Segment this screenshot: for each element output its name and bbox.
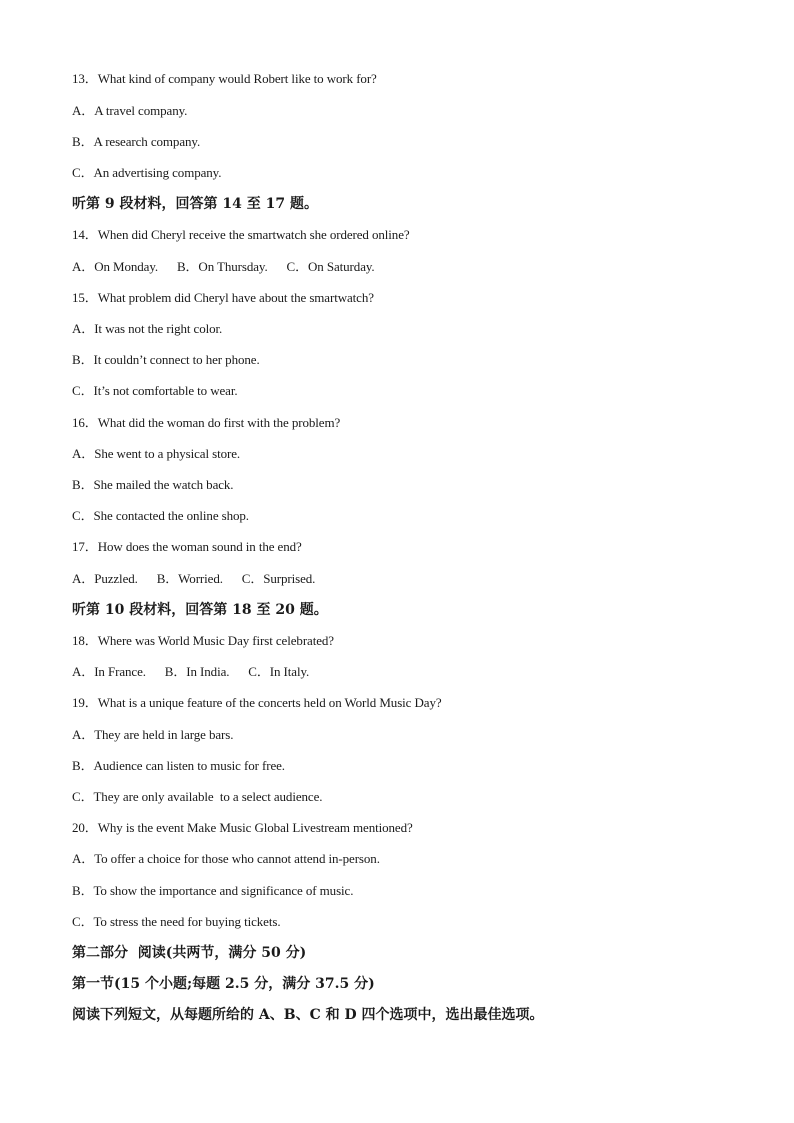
option-20b: B．To show the importance and significance of music. — [72, 883, 354, 898]
options-14: A．On Monday. B．On Thursday. C．On Saturday. — [72, 259, 375, 274]
question-15: 15．What problem did Cheryl have about the smartwatch? — [72, 290, 374, 305]
section-heading-passage-10: 听第 10 段材料，回答第 18 至 20 题。 — [72, 602, 328, 618]
option-13c: C．An advertising company. — [72, 165, 222, 180]
question-14: 14．When did Cheryl receive the smartwatch she ordered online? — [72, 227, 410, 242]
section-heading-passage-9: 听第 9 段材料，回答第 14 至 17 题。 — [72, 196, 318, 212]
option-19c: C．They are only available to a select audience. — [72, 789, 323, 804]
option-20a: A．To offer a choice for those who cannot attend in-person. — [72, 851, 380, 866]
question-19: 19．What is a unique feature of the concerts held on World Music Day? — [72, 695, 442, 710]
part-two-heading: 第二部分 阅读(共两节，满分 50 分) — [72, 945, 307, 961]
option-15b: B．It couldn’t connect to her phone. — [72, 352, 260, 367]
question-13: 13．What kind of company would Robert like to work for? — [72, 71, 377, 86]
option-16c: C．She contacted the online shop. — [72, 508, 249, 523]
option-13a: A．A travel company. — [72, 103, 188, 118]
option-19b: B．Audience can listen to music for free. — [72, 758, 285, 773]
option-20c: C．To stress the need for buying tickets. — [72, 914, 281, 929]
question-20: 20．Why is the event Make Music Global Livestream mentioned? — [72, 820, 413, 835]
reading-instructions: 阅读下列短文，从每题所给的 A、B、C 和 D 四个选项中，选出最佳选项。 — [72, 1007, 544, 1023]
question-16: 16．What did the woman do first with the problem? — [72, 415, 341, 430]
question-17: 17．How does the woman sound in the end? — [72, 539, 302, 554]
option-16b: B．She mailed the watch back. — [72, 477, 234, 492]
option-15c: C．It’s not comfortable to wear. — [72, 383, 238, 398]
options-17: A．Puzzled. B．Worried. C．Surprised. — [72, 571, 316, 586]
question-18: 18．Where was World Music Day first celebrated? — [72, 633, 334, 648]
section-one-heading: 第一节(15 个小题;每题 2.5 分，满分 37.5 分) — [72, 976, 375, 992]
option-19a: A．They are held in large bars. — [72, 727, 234, 742]
option-16a: A．She went to a physical store. — [72, 446, 241, 461]
option-15a: A．It was not the right color. — [72, 321, 223, 336]
options-18: A．In France. B．In India. C．In Italy. — [72, 664, 310, 679]
option-13b: B．A research company. — [72, 134, 201, 149]
